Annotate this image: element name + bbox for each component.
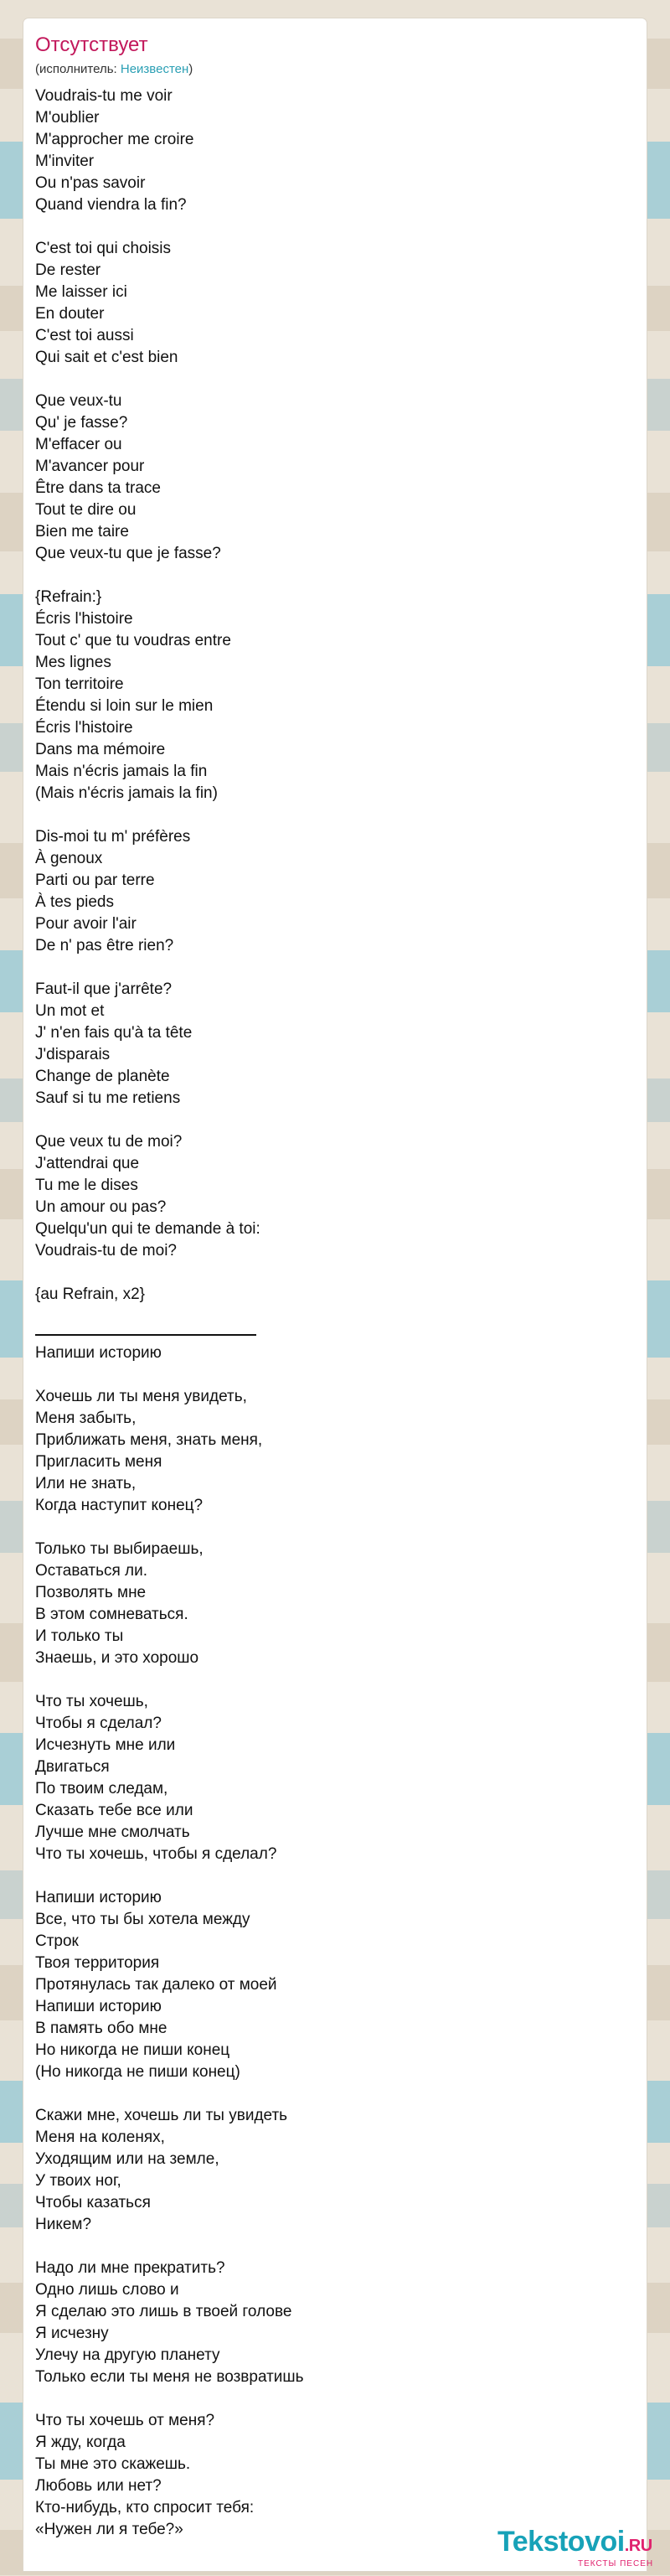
lyric-line: Écris l'histoire [35,610,133,628]
lyric-line: C'est toi aussi [35,327,134,344]
lyric-line: Tout te dire ou [35,501,137,519]
lyric-line: Я исчезну [35,2325,109,2342]
lyric-line: M'effacer ou [35,436,122,453]
lyric-line: Que veux-tu que je fasse? [35,545,221,562]
lyric-line: Что ты хочешь, [35,1693,148,1710]
lyric-line: Что ты хочешь от меня? [35,2412,215,2429]
lyric-line: Quelqu'un qui te demande à toi: [35,1220,260,1238]
lyric-line: Уходящим или на земле, [35,2150,219,2168]
lyric-line: Любовь или нет? [35,2477,162,2495]
lyric-line: Приближать меня, знать меня, [35,1431,263,1449]
lyric-line: Надо ли мне прекратить? [35,2259,225,2277]
lyric-line: Un mot et [35,1002,105,1020]
lyric-line: Mes lignes [35,654,111,671]
lyric-line: M'approcher me croire [35,131,194,148]
lyric-line: Dans ma mémoire [35,741,166,758]
lyric-line: À genoux [35,850,103,867]
lyric-line: Dis-moi tu m' préfères [35,828,191,846]
lyric-line [35,2236,638,2258]
lyric-line [35,1110,638,1131]
lyric-line [35,369,638,391]
lyric-line: Исчезнуть мне или [35,1736,176,1754]
lyric-line: Улечу на другую планету [35,2346,220,2364]
lyric-line: Quand viendra la fin? [35,196,187,214]
lyric-line: Все, что ты бы хотела между [35,1911,250,1928]
lyric-line [35,804,638,826]
artist-line [35,62,193,76]
lyric-line: Хочешь ли ты меня увидеть, [35,1388,247,1405]
lyric-line: Твоя территория [35,1954,160,1972]
lyric-line: Écris l'histoire [35,719,133,737]
lyric-line: De rester [35,261,101,279]
lyric-line: J'attendrai que [35,1155,140,1172]
lyric-line: Я сделаю это лишь в твоей голове [35,2303,292,2320]
lyric-line: (Но никогда не пиши конец) [35,2063,240,2081]
lyrics-translation [35,1342,638,2541]
lyric-line: «Нужен ли я тебе?» [35,2521,183,2538]
artist-link[interactable]: Неизвестен [120,62,189,76]
lyric-line: Voudrais-tu de moi? [35,1242,177,1260]
lyric-line: Или не знать, [35,1475,137,1492]
artist-suffix: ) [188,62,193,76]
lyric-line: Tu me le dises [35,1177,138,1194]
lyric-line: Сказать тебе все или [35,1802,193,1819]
lyric-line: Faut-il que j'arrête? [35,980,173,998]
lyrics-card [23,18,654,2571]
lyric-line: Одно лишь слово и [35,2281,179,2299]
lyric-line: Кто-нибудь, кто спросит тебя: [35,2499,255,2517]
lyric-line: Bien me taire [35,523,129,541]
lyric-line: Tout c' que tu voudras entre [35,632,231,649]
lyric-line: Qu' je fasse? [35,414,128,432]
lyric-line [35,2083,638,2105]
lyric-line: Напиши историю [35,1344,162,1362]
lyric-line: Но никогда не пиши конец [35,2041,230,2059]
lyric-line: M'inviter [35,153,95,170]
lyrics-original [35,85,638,1306]
logo-wordmark: Tekstovoi.RU [497,2526,652,2558]
lyric-line [35,1865,638,1887]
lyric-line: По твоим следам, [35,1780,168,1798]
lyric-line: Что ты хочешь, чтобы я сделал? [35,1845,277,1863]
lyric-line: Que veux tu de moi? [35,1133,183,1151]
lyric-line: Change de planète [35,1068,170,1085]
lyric-line: Протянулась так далеко от моей [35,1976,277,1994]
lyric-line: Mais n'écris jamais la fin [35,763,208,780]
lyric-line: Ты мне это скажешь. [35,2455,191,2473]
lyric-line: Étendu si loin sur le mien [35,697,214,715]
lyric-line: Ou n'pas savoir [35,174,146,192]
song-title: Отсутствует [35,34,148,56]
lyric-line: Напиши историю [35,1998,162,2015]
lyric-line: Меня на коленях, [35,2129,165,2146]
lyric-line [35,1669,638,1691]
lyric-line [35,1262,638,1284]
lyric-line: M'oublier [35,109,100,127]
lyric-line: В этом сомневаться. [35,1606,188,1623]
lyric-line: M'avancer pour [35,458,145,475]
lyric-line: Ton territoire [35,675,124,693]
lyric-line: У твоих ног, [35,2172,121,2190]
lyric-line [35,565,638,587]
lyric-line: Être dans ta trace [35,479,161,497]
lyric-line: Оставаться ли. [35,1562,148,1580]
lyric-line: Que veux-tu [35,392,122,410]
lyric-line: Qui sait et c'est bien [35,349,178,366]
lyric-line: Pour avoir l'air [35,915,137,933]
lyric-line: De n' pas être rien? [35,937,174,954]
lyric-line: (Mais n'écris jamais la fin) [35,784,218,802]
lyric-line: Чтобы казаться [35,2194,151,2211]
lyric-line [35,1517,638,1539]
lyric-line: En douter [35,305,105,323]
lyric-line: Напиши историю [35,1889,162,1906]
lyric-line: Знаешь, и это хорошо [35,1649,199,1667]
lyric-line: Я жду, когда [35,2434,126,2451]
lyric-line [35,2388,638,2410]
lyric-line: Когда наступит конец? [35,1497,204,1514]
lyric-line: Лучше мне смолчать [35,1823,190,1841]
lyric-line: {au Refrain, x2} [35,1285,145,1303]
artist-prefix: (исполнитель: [35,62,121,76]
lyric-line: Меня забыть, [35,1410,137,1427]
lyric-line: Пригласить меня [35,1453,162,1471]
lyric-line: Скажи мне, хочешь ли ты увидеть [35,2107,288,2124]
site-logo[interactable] [497,2526,670,2576]
lyric-line: Строк [35,1932,79,1950]
lyric-line: {Refrain:} [35,588,102,606]
lyric-line: Позволять мне [35,1584,147,1601]
lyric-line: J' n'en fais qu'à ta tête [35,1024,193,1042]
lyric-line: J'disparais [35,1046,111,1063]
lyric-line: Me laisser ici [35,283,127,301]
lyric-line: И только ты [35,1627,124,1645]
lyric-line [35,216,638,238]
lyric-line: В память обо мне [35,2020,168,2037]
lyric-line: Только если ты меня не возвратишь [35,2368,304,2386]
lyric-line: Двигаться [35,1758,110,1776]
lyric-line [35,957,638,979]
lyric-line: Никем? [35,2216,92,2233]
lyric-line [35,1364,638,1386]
lyric-line: Только ты выбираешь, [35,1540,204,1558]
lyric-line: Parti ou par terre [35,872,155,889]
lyric-line: C'est toi qui choisis [35,240,172,257]
section-divider [35,1334,256,1336]
lyric-line: À tes pieds [35,893,114,911]
logo-tagline: ТЕКСТЫ ПЕСЕН [578,2559,654,2568]
logo-tld: .RU [624,2537,652,2555]
lyric-line: Un amour ou pas? [35,1198,167,1216]
lyric-line: Sauf si tu me retiens [35,1089,181,1107]
lyric-line: Voudrais-tu me voir [35,87,173,105]
lyric-line: Чтобы я сделал? [35,1715,162,1732]
